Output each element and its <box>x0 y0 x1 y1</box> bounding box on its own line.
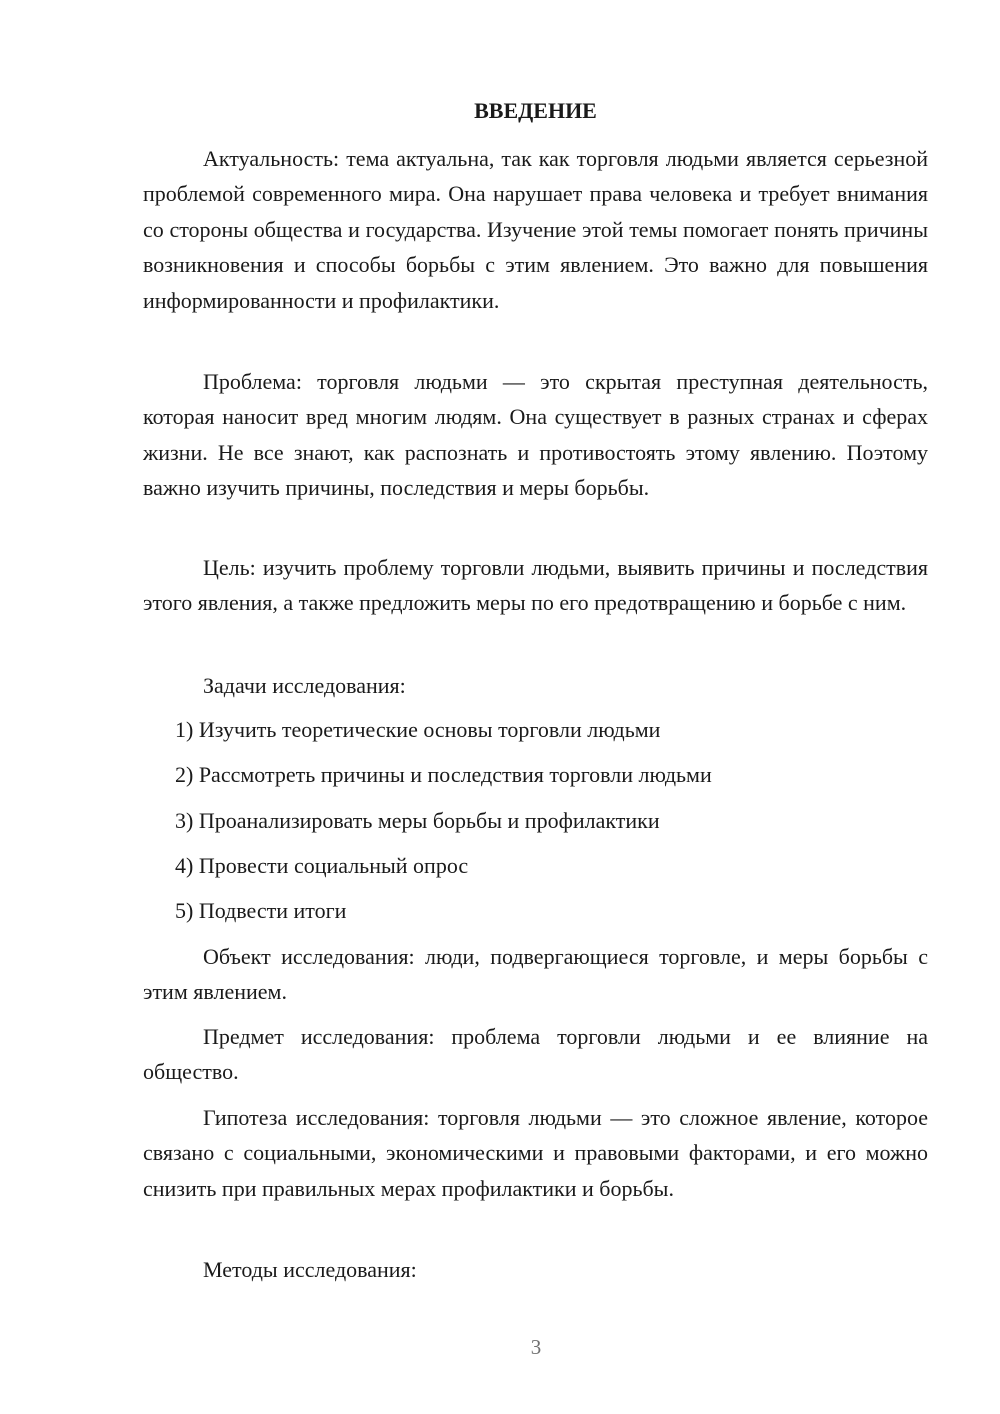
paragraph-tasks-intro: Задачи исследования: <box>203 673 406 698</box>
paragraph-object: Объект исследования: люди, подвергающиеся торговле, и меры борьбы с этим явлением. <box>143 944 928 1005</box>
list-item: 2) Рассмотреть причины и последствия торговли людьми <box>175 762 712 787</box>
paragraph-methods-intro: Методы исследования: <box>203 1257 417 1282</box>
page-number: 3 <box>530 1335 542 1359</box>
list-item: 3) Проанализировать меры борьбы и профилактики <box>175 808 660 833</box>
paragraph-goal: Цель: изучить проблему торговли людьми, выявить причины и последствия этого явления, а также предложить меры по его предотвращению и борьбе с ним. <box>143 555 928 616</box>
paragraph-relevance: Актуальность: тема актуальна, так как торговля людьми является серьезной проблемой современного мира. Она нарушает права человека и требует внимания со стороны общества и государства. Изучение этой темы помогает понять причины возникновения и способы борьбы с этим явлением. Это важно для повышения информированности и профилактики. <box>143 146 928 313</box>
paragraph-hypothesis: Гипотеза исследования: торговля людьми — это сложное явление, которое связано с социальными, экономическими и правовыми факторами, и его можно снизить при правильных мерах профилактики и борьбы. <box>143 1105 928 1201</box>
paragraph-problem: Проблема: торговля людьми — это скрытая преступная деятельность, которая наносит вред многим людям. Она существует в разных странах и сферах жизни. Не все знают, как распознать и противостоять этому явлению. Поэтому важно изучить причины, последствия и меры борьбы. <box>143 369 928 501</box>
list-item: 1) Изучить теоретические основы торговли людьми <box>175 717 661 742</box>
list-item: 4) Провести социальный опрос <box>175 853 469 878</box>
list-item: 5) Подвести итоги <box>175 898 347 923</box>
paragraph-subject: Предмет исследования: проблема торговли людьми и ее влияние на общество. <box>143 1024 928 1085</box>
page-title: ВВЕДЕНИЕ <box>474 98 597 123</box>
